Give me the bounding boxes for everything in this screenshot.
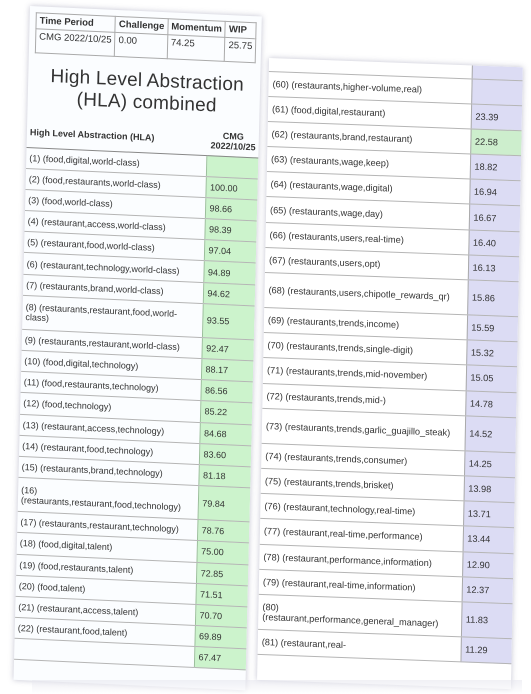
hla-score: 81.18 bbox=[199, 465, 251, 488]
meta-header-time-period: Time Period bbox=[36, 13, 116, 33]
hla-label: (74) (restaurants,trends,consumer) bbox=[261, 443, 464, 476]
hla-label: (63) (restaurants,wage,keep) bbox=[267, 147, 470, 180]
hla-score: 98.66 bbox=[206, 198, 258, 221]
hla-score: 15.86 bbox=[467, 280, 519, 317]
meta-header-challenge: Challenge bbox=[115, 16, 168, 34]
hla-score: 84.68 bbox=[200, 422, 252, 445]
hla-label: (10) (food,digital,technology) bbox=[21, 350, 202, 379]
meta-header-momentum: Momentum bbox=[168, 19, 226, 38]
hla-score: 92.47 bbox=[202, 337, 254, 360]
hla-score: 86.56 bbox=[201, 380, 253, 403]
meta-wip: 25.75 bbox=[225, 37, 256, 62]
hla-label: (18) (food,digital,talent) bbox=[17, 533, 198, 562]
hla-score: 12.90 bbox=[462, 551, 513, 578]
hla-score: 11.83 bbox=[461, 602, 513, 639]
hla-label: (1) (food,digital,world-class) bbox=[26, 147, 207, 176]
hla-score: 70.70 bbox=[196, 604, 248, 627]
hla-score: 16.94 bbox=[469, 179, 520, 206]
hla-score: 67.47 bbox=[195, 647, 247, 670]
right-panel bbox=[257, 58, 523, 689]
hla-score bbox=[207, 155, 259, 178]
hla-label: (69) (restaurants,trends,income) bbox=[264, 307, 467, 340]
reflection bbox=[32, 680, 522, 694]
hla-label: (20) (food,talent) bbox=[16, 575, 197, 604]
meta-header-wip: WIP bbox=[225, 21, 256, 38]
hla-label: (76) (restaurant,technology,real-time) bbox=[260, 494, 463, 527]
hla-label: (75) (restaurants,trends,brisket) bbox=[261, 468, 464, 501]
hla-score: 18.82 bbox=[470, 154, 521, 181]
page-title: High Level Abstraction (HLA) combined bbox=[50, 65, 245, 117]
hla-score: 16.40 bbox=[468, 230, 519, 257]
hla-label: (77) (restaurant,real-time,performance) bbox=[260, 519, 463, 552]
hla-score: 100.00 bbox=[206, 176, 258, 199]
hla-label: (65) (restaurants,wage,day) bbox=[266, 197, 469, 230]
hla-score: 13.71 bbox=[463, 501, 514, 528]
hla-label: (81) (restaurant,real- bbox=[258, 629, 461, 662]
hla-score: 23.39 bbox=[471, 104, 522, 131]
hla-label: (14) (restaurant,food,technology) bbox=[19, 435, 200, 464]
hla-score: 14.78 bbox=[465, 390, 516, 417]
hla-label: (62) (restaurants,brand,restaurant) bbox=[267, 121, 470, 154]
hla-score: 14.52 bbox=[464, 416, 516, 453]
hla-label: (15) (restaurants,brand,technology) bbox=[18, 456, 199, 485]
hla-label: (5) (restaurant,food,world-class) bbox=[24, 232, 205, 261]
hla-score: 94.89 bbox=[204, 261, 256, 284]
hla-score: 15.05 bbox=[466, 365, 517, 392]
hla-label: (3) (food,world-class) bbox=[25, 189, 206, 218]
hla-score: 14.25 bbox=[464, 451, 515, 478]
hla-label: (71) (restaurants,trends,mid-november) bbox=[263, 358, 466, 391]
hla-label: (2) (food,restaurants,world-class) bbox=[26, 168, 207, 197]
hla-label: (8) (restaurants,restaurant,food,world-class) bbox=[22, 295, 204, 337]
hla-score bbox=[471, 78, 522, 105]
hla-label: (21) (restaurant,access,talent) bbox=[15, 596, 196, 625]
hla-score: 16.13 bbox=[468, 255, 519, 282]
hla-score: 11.29 bbox=[460, 637, 511, 664]
meta-challenge: 0.00 bbox=[115, 32, 168, 58]
column-header-hla: High Level Abstraction (HLA) bbox=[27, 117, 209, 155]
hla-label: (9) (restaurants,restaurant,world-class) bbox=[22, 329, 203, 358]
time-period-table bbox=[35, 12, 257, 63]
hla-label: (66) (restaurants,users,real-time) bbox=[265, 222, 468, 255]
hla-score: 97.04 bbox=[205, 240, 257, 263]
hla-score: 72.85 bbox=[197, 562, 249, 585]
hla-label: (60) (restaurants,higher-volume,real) bbox=[268, 71, 471, 104]
hla-score: 69.89 bbox=[195, 626, 247, 649]
hla-label: (11) (food,restaurants,technology) bbox=[21, 372, 202, 401]
hla-score: 78.76 bbox=[198, 520, 250, 543]
hla-score: 93.55 bbox=[203, 303, 255, 339]
hla-label: (61) (food,digital,restaurant) bbox=[268, 96, 471, 129]
hla-label: (4) (restaurant,access,world-class) bbox=[24, 211, 205, 240]
hla-label: (12) (food,technology) bbox=[20, 393, 201, 422]
hla-label: (6) (restaurant,technology,world-class) bbox=[23, 253, 204, 282]
hla-score: 79.84 bbox=[198, 486, 250, 522]
hla-score: 15.32 bbox=[466, 340, 517, 367]
column-header-cmg: CMG 2022/10/25 bbox=[207, 125, 259, 157]
hla-label: (78) (restaurant,performance,information) bbox=[259, 544, 462, 577]
hla-score: 71.51 bbox=[196, 583, 248, 606]
hla-score: 22.58 bbox=[470, 129, 521, 156]
hla-score: 83.60 bbox=[200, 443, 252, 466]
hla-label: (68) (restaurants,users,chipotle_rewards_qr) bbox=[264, 272, 468, 314]
hla-score: 88.17 bbox=[202, 359, 254, 382]
hla-table-continued-body bbox=[258, 58, 523, 664]
left-panel bbox=[14, 6, 262, 690]
hla-label: (16) (restaurants,restaurant,food,technology) bbox=[18, 477, 200, 519]
hla-score: 15.59 bbox=[467, 315, 518, 342]
hla-score: 13.98 bbox=[464, 476, 515, 503]
hla-label: (72) (restaurants,trends,mid-) bbox=[262, 383, 465, 416]
hla-score: 85.22 bbox=[201, 401, 253, 424]
meta-momentum: 74.25 bbox=[167, 35, 225, 62]
hla-score: 75.00 bbox=[197, 541, 249, 564]
hla-table bbox=[14, 117, 259, 671]
hla-label: (22) (restaurant,food,talent) bbox=[15, 617, 196, 646]
hla-label: (17) (restaurants,restaurant,technology) bbox=[17, 511, 198, 540]
hla-label: (67) (restaurants,users,opt) bbox=[265, 247, 468, 280]
hla-label: (7) (restaurants,brand,world-class) bbox=[23, 274, 204, 303]
hla-score: 16.67 bbox=[469, 204, 520, 231]
hla-label: (73) (restaurants,trends,garlic_guajillo_steak) bbox=[262, 408, 466, 450]
hla-table-body bbox=[14, 147, 258, 670]
hla-label: (64) (restaurants,wage,digital) bbox=[266, 172, 469, 205]
hla-score: 98.39 bbox=[205, 219, 257, 242]
hla-score: 12.37 bbox=[462, 577, 513, 604]
hla-label: (79) (restaurant,real-time,information) bbox=[259, 569, 462, 602]
hla-table-continued bbox=[258, 58, 523, 664]
hla-label: (80) (restaurant,performance,general_manager) bbox=[258, 594, 462, 636]
hla-score: 94.62 bbox=[204, 282, 256, 305]
hla-label: (19) (food,restaurants,talent) bbox=[16, 554, 197, 583]
hla-score: 13.44 bbox=[463, 526, 514, 553]
meta-time-period: CMG 2022/10/25 bbox=[35, 29, 115, 57]
hla-label: (13) (restaurant,access,technology) bbox=[20, 414, 201, 443]
hla-label: (70) (restaurants,trends,single-digit) bbox=[263, 333, 466, 366]
